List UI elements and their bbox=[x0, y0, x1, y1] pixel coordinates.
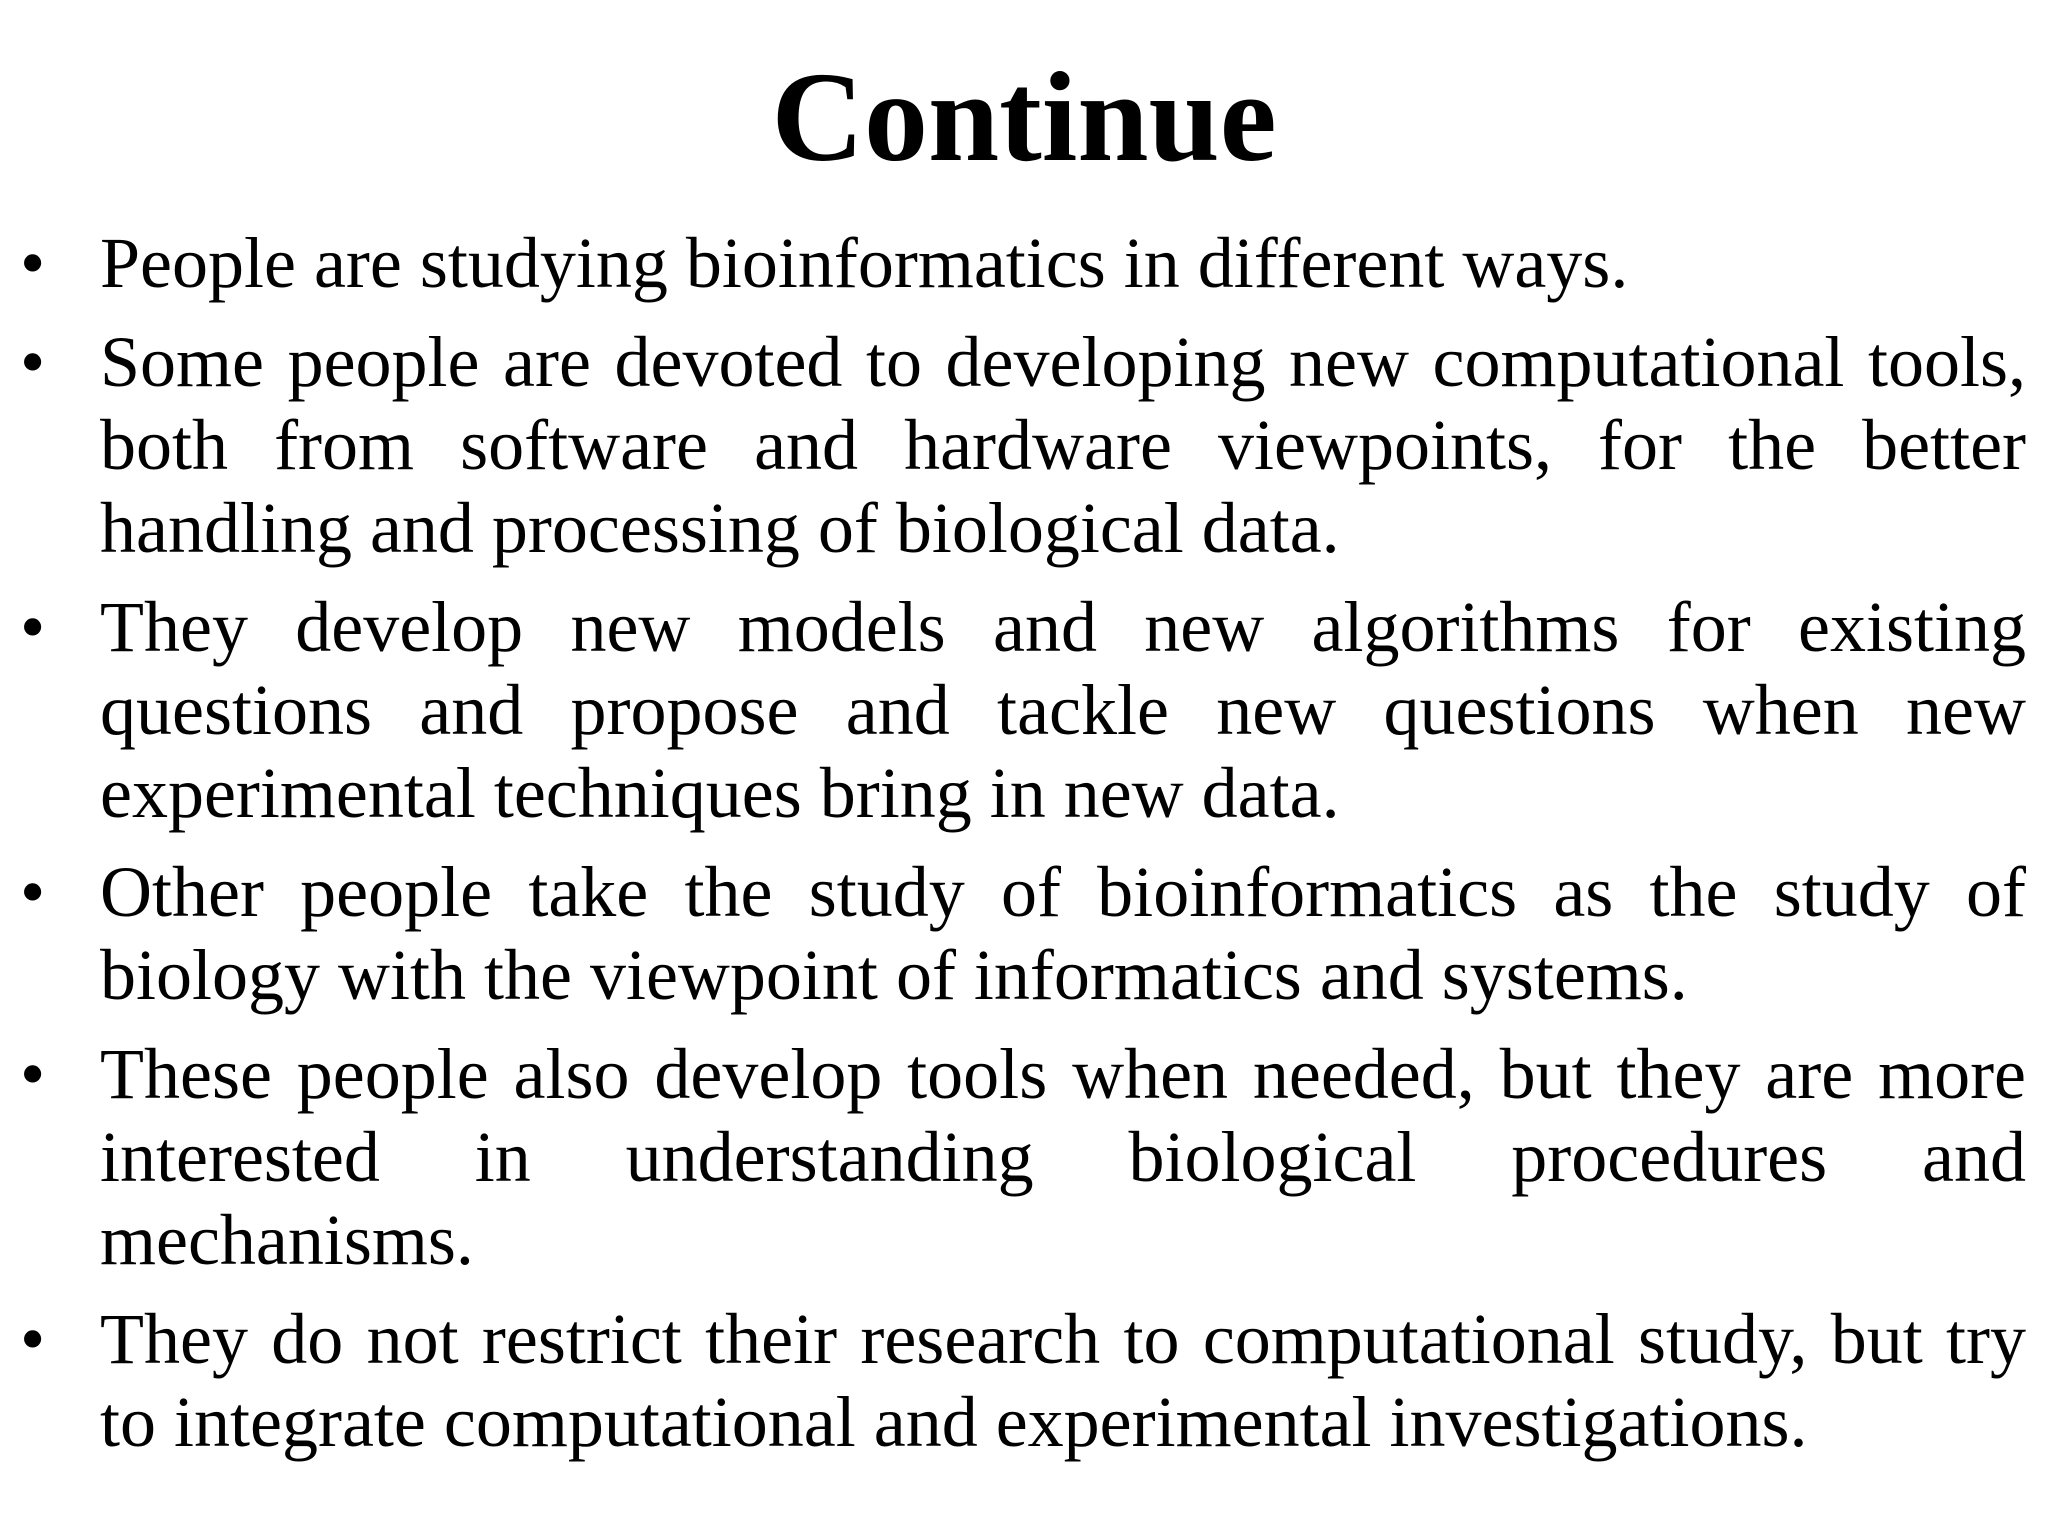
bullet-icon: • bbox=[20, 322, 46, 402]
bullet-icon: • bbox=[20, 587, 46, 667]
bullet-icon: • bbox=[20, 1034, 46, 1114]
bullet-icon: • bbox=[20, 852, 46, 932]
bullet-item bbox=[0, 586, 2048, 835]
bullet-list bbox=[0, 222, 2048, 1480]
slide-title: Continue bbox=[771, 46, 1277, 188]
bullet-text: Other people take the study of bioinformatics as the study of biology with the viewpoint of informatics and systems. bbox=[100, 852, 2026, 1015]
bullet-icon: • bbox=[20, 1299, 46, 1379]
bullet-item bbox=[0, 851, 2048, 1017]
bullet-item bbox=[0, 321, 2048, 570]
bullet-item bbox=[0, 1033, 2048, 1282]
bullet-item bbox=[0, 222, 2048, 305]
bullet-icon: • bbox=[20, 223, 46, 303]
bullet-text: They do not restrict their research to computational study, but try to integrate computational and experimental investigations. bbox=[100, 1299, 2026, 1462]
bullet-text: People are studying bioinformatics in different ways. bbox=[100, 223, 1629, 303]
bullet-text: They develop new models and new algorithms for existing questions and propose and tackle new questions when new experimental techniques bring in new data. bbox=[100, 587, 2026, 833]
bullet-text: These people also develop tools when needed, but they are more interested in understanding biological procedures and mechanisms. bbox=[100, 1034, 2026, 1280]
bullet-text: Some people are devoted to developing new computational tools, both from software and hardware viewpoints, for the better handling and processing of biological data. bbox=[100, 322, 2026, 568]
bullet-item bbox=[0, 1298, 2048, 1464]
